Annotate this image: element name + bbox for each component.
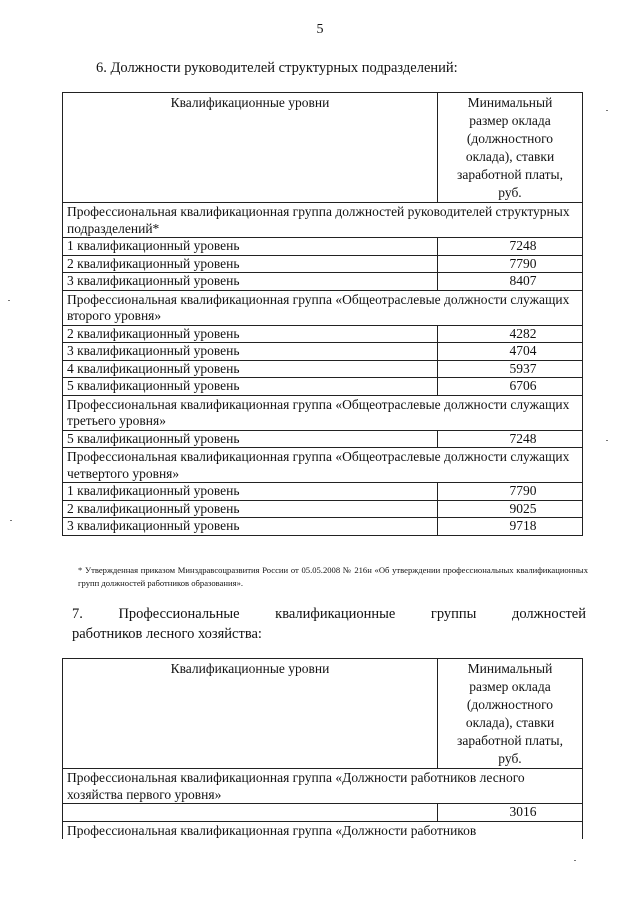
qualification-level: 4 квалификационный уровень	[63, 360, 438, 378]
header-min-salary-line: заработной платы,	[457, 733, 563, 748]
header-min-salary-line: размер оклада	[469, 679, 551, 694]
group-title: Профессиональная квалификационная группа «Должности работников	[63, 821, 583, 839]
table-row	[63, 518, 583, 536]
section-7-heading-line-1: 7. Профессиональные квалификационные группы должностей	[72, 606, 586, 622]
salary-value: 4704	[438, 343, 583, 361]
header-min-salary-line: руб.	[498, 751, 522, 766]
header-min-salary-line: (должностного	[466, 131, 554, 146]
header-qualification-levels: Квалификационные уровни	[63, 93, 438, 203]
salary-value: 9025	[438, 500, 583, 518]
scan-speck	[10, 520, 12, 521]
page-number: 5	[316, 22, 324, 37]
table-row	[63, 430, 583, 448]
salary-value: 7248	[438, 430, 583, 448]
scan-speck	[8, 300, 10, 301]
salary-table-section-7	[62, 658, 583, 839]
table-row	[63, 500, 583, 518]
salary-value: 8407	[438, 273, 583, 291]
table-row	[63, 325, 583, 343]
group-title-row	[63, 821, 583, 839]
group-title-row	[63, 769, 583, 804]
footnote: * Утвержденная приказом Минздравсоцразвития России от 05.05.2008 № 216н «Об утверждении профессиональных квалификационных групп должностей работников образования».	[78, 565, 588, 588]
qualification-level: 3 квалификационный уровень	[63, 343, 438, 361]
salary-value: 5937	[438, 360, 583, 378]
salary-value: 7790	[438, 255, 583, 273]
header-min-salary-line: оклада), ставки	[465, 149, 555, 164]
qualification-level: 2 квалификационный уровень	[63, 500, 438, 518]
group-title: Профессиональная квалификационная группа «Должности работников лесного хозяйства первого уровня»	[63, 769, 583, 804]
section-6-heading: 6. Должности руководителей структурных подразделений:	[96, 60, 458, 76]
salary-table-section-6	[62, 92, 583, 536]
qualification-level: 3 квалификационный уровень	[63, 273, 438, 291]
salary-value: 9718	[438, 518, 583, 536]
group-title-row	[63, 448, 583, 483]
scan-speck	[606, 440, 608, 441]
group-title: Профессиональная квалификационная группа «Общеотраслевые должности служащих четвертого уровня»	[63, 448, 583, 483]
group-title: Профессиональная квалификационная группа «Общеотраслевые должности служащих второго уровня»	[63, 290, 583, 325]
header-min-salary-line: Минимальный	[467, 661, 553, 676]
table-row	[63, 343, 583, 361]
section-7-heading-line-2: работников лесного хозяйства:	[72, 626, 262, 642]
header-min-salary	[438, 93, 583, 203]
header-min-salary-line: (должностного	[466, 697, 554, 712]
salary-table-6-body	[63, 93, 583, 536]
qualification-level: 1 квалификационный уровень	[63, 238, 438, 256]
salary-value: 4282	[438, 325, 583, 343]
level-cell	[63, 804, 438, 822]
qualification-level: 2 квалификационный уровень	[63, 255, 438, 273]
qualification-level: 3 квалификационный уровень	[63, 518, 438, 536]
header-min-salary-line: размер оклада	[469, 113, 551, 128]
table-row	[63, 255, 583, 273]
header-qualification-levels: Квалификационные уровни	[63, 659, 438, 769]
salary-value: 3016	[438, 804, 583, 822]
header-min-salary-line: заработной платы,	[457, 167, 563, 182]
qualification-level: 2 квалификационный уровень	[63, 325, 438, 343]
group-title: Профессиональная квалификационная группа «Общеотраслевые должности служащих третьего уровня»	[63, 395, 583, 430]
group-title-row	[63, 203, 583, 238]
table-row	[63, 238, 583, 256]
table-row	[63, 360, 583, 378]
table-row	[63, 804, 583, 822]
salary-value: 6706	[438, 378, 583, 396]
header-min-salary	[438, 659, 583, 769]
table-row	[63, 378, 583, 396]
table-header-row	[63, 93, 583, 203]
salary-value: 7248	[438, 238, 583, 256]
group-title: Профессиональная квалификационная группа должностей руководителей структурных подразделений*	[63, 203, 583, 238]
table-row	[63, 273, 583, 291]
header-min-salary-line: Минимальный	[467, 95, 553, 110]
scan-speck	[606, 110, 608, 111]
salary-value: 7790	[438, 483, 583, 501]
qualification-level: 5 квалификационный уровень	[63, 430, 438, 448]
scan-speck	[574, 860, 576, 861]
group-title-row	[63, 395, 583, 430]
table-header-row	[63, 659, 583, 769]
qualification-level: 5 квалификационный уровень	[63, 378, 438, 396]
group-title-row	[63, 290, 583, 325]
header-min-salary-line: оклада), ставки	[465, 715, 555, 730]
table-row	[63, 483, 583, 501]
qualification-level: 1 квалификационный уровень	[63, 483, 438, 501]
header-min-salary-line: руб.	[498, 185, 522, 200]
